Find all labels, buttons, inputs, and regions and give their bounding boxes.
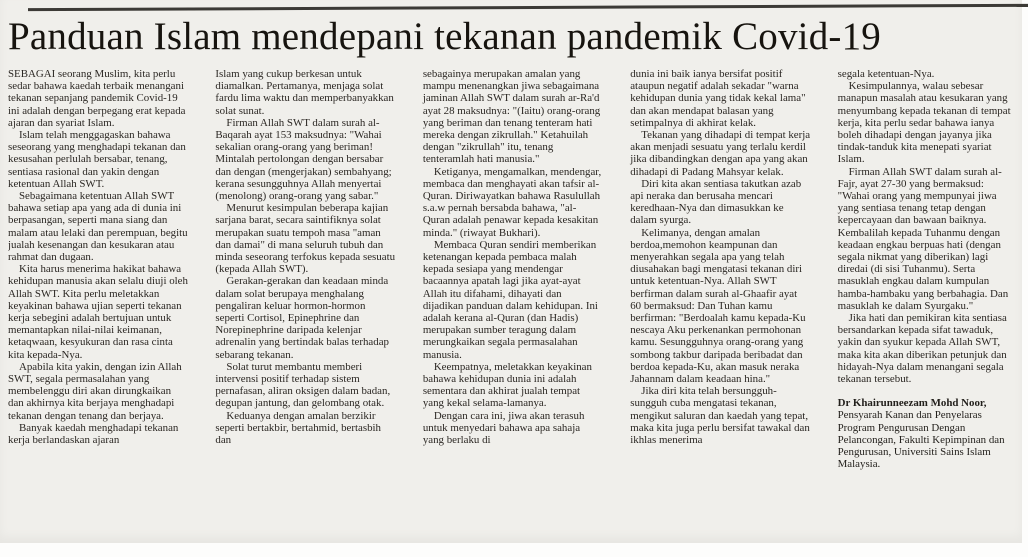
article-paragraph: Firman Allah SWT dalam surah al-Baqarah ayat 153 maksudnya: "Wahai sekalian orang-orang yang beriman! Mintalah pertolongan dengan bersabar dan dengan (mengerjakan) sembahyang; kerana sesungguhnya Allah menyertai (menolong) orang-orang yang sabar." [215, 116, 392, 203]
article-paragraph: Ketiganya, mengamalkan, mendengar, membaca dan menghayati akan tafsir al-Quran. Diriwayatkan bahawa Rasulullah s.a.w pernah bersabda bahawa, "al-Quran adalah penawar kepada kesakitan minda." (riwayat Bukhari). [422, 165, 602, 239]
article-paragraph: Kesimpulannya, walau sebesar manapun masalah atau kesukaran yang menyumbang kepada tekanan di tempat kerja, kita perlu sedar bahawa ianya boleh dihadapi dengan jayanya jika tindak-tanduk kita menepati syariat Islam. [837, 80, 1011, 166]
article-paragraph: SEBAGAI seorang Muslim, kita perlu sedar bahawa kaedah terbaik menangani tekanan sepanjang pandemik Covid-19 ini adalah dengan berpegang erat kepada ajaran dan syariat Islam. [8, 68, 186, 129]
article-paragraph: Jika hati dan pemikiran kita sentiasa bersandarkan kepada sifat tawaduk, yakin dan syukur kepada Allah SWT, maka kita akan diberikan petunjuk dan hidayah-Nya dalam menangani segala tekanan tersebut. [837, 312, 1007, 386]
article-paragraph: Islam yang cukup berkesan untuk diamalkan. Pertamanya, menjaga solat fardu lima waktu dan memperbanyakkan solat sunat. [215, 68, 394, 117]
article-paragraph: Membaca Quran sendiri memberikan ketenangan kepada pembaca malah kepada sesiapa yang mendengar bacaannya apatah lagi jika ayat-ayat Allah itu difahami, dihayati dan dijadikan panduan dalam kehidupan. Ini adalah kerana al-Quran (dan Hadis) merupakan sumber teragung dalam merungkaikan segala permasalahan manusia. [422, 238, 598, 361]
article-paragraph: sebagainya merupakan amalan yang mampu menenangkan jiwa sebagaimana jaminan Allah SWT dalam surah ar-Ra'd ayat 28 maksudnya: "(Iaitu) orang-orang yang beriman dan tenang tenteram hati mereka dengan zikrullah." Ketahuilah dengan "zikrullah" itu, tenang tenteramlah hati manusia." [422, 68, 601, 166]
byline-author: Dr Khairunneezam Mohd Noor, [837, 397, 987, 410]
headline: Panduan Islam mendepani tekanan pandemik Covid-19 [8, 15, 881, 58]
article-paragraph: Apabila kita yakin, dengan izin Allah SWT, segala permasalahan yang membelenggu diri akan dirungkaikan dan akhirnya kita berjaya menghadapi tekanan dengan tenang dan berjaya. [8, 360, 182, 422]
article-paragraph: segala ketentuan-Nya. [837, 68, 935, 80]
article-paragraph: Firman Allah SWT dalam surah al-Fajr, ayat 27-30 yang bermaksud: "Wahai orang yang mempunyai jiwa yang sentiasa tenang tetap dengan kepercayaan dan bawaan baiknya. Kembalilah kepada Tuhanmu dengan keadaan engkau berpuas hati (dengan segala nikmat yang diberikan) lagi diredai (di sisi Tuhanmu). Serta masuklah engkau dalam kumpulan hamba-hambaku yang berbahagia. Dan masuklah ke dalam Syurgaku." [837, 165, 1009, 312]
article-column [630, 68, 810, 540]
article-paragraph: Solat turut membantu memberi intervensi positif terhadap sistem pernafasan, aliran oksigen dalam badan, degupan jantung, dan gelombang otak. [215, 360, 391, 410]
article-paragraph: Sebagaimana ketentuan Allah SWT bahawa setiap apa yang ada di dunia ini berpasangan, seperti mana siang dan malam atau lelaki dan perempuan, begitu jualah kesenangan dan kesukaran atau rahmat dan dugaan. [8, 190, 188, 264]
byline [838, 397, 1018, 470]
article-paragraph: Kita harus menerima hakikat bahawa kehidupan manusia akan selalu diuji oleh Allah SWT. Kita perlu meletakkan keyakinan bahawa ujian seperti tekanan kerja sebegini adalah bertujuan untuk memantapkan nilai-nilai keimanan, ketaqwaan, kesyukuran dan rasa cinta kita kepada-Nya. [8, 263, 188, 361]
article-paragraph: Menurut kesimpulan beberapa kajian sarjana barat, secara saintifiknya solat merupakan suatu tempoh masa "aman dan damai" di mana seluruh tubuh dan minda seseorang terfokus kepada sesuatu (kepada Allah SWT). [215, 202, 396, 276]
article-column [215, 68, 395, 540]
article-paragraph: Islam telah menggagaskan bahawa seseorang yang menghadapi tekanan dan kesusahan perlulah bersabar, tenang, sentiasa rasional dan yakin dengan ketentuan Allah SWT. [8, 129, 186, 190]
article-column [838, 68, 1018, 540]
article-paragraph: Jika diri kita telah bersungguh-sungguh cuba mengatasi tekanan, mengikut saluran dan kaedah yang tepat, maka kita juga perlu bersifat tawakal dan ikhlas menerima [630, 385, 810, 447]
article-paragraph: Dengan cara ini, jiwa akan terasuh untuk menyedari bahawa apa sahaja yang berlaku di [422, 409, 585, 447]
article-paragraph: Banyak kaedah menghadapi tekanan kerja berlandaskan ajaran [8, 421, 179, 447]
article-paragraph: Diri kita akan sentiasa takutkan azab api neraka dan berusaha mencari keredhaan-Nya dan dimasukkan ke dalam syurga. [630, 177, 802, 227]
article-column [8, 68, 188, 540]
article-columns [8, 68, 1018, 540]
article-paragraph: Tekanan yang dihadapi di tempat kerja akan menjadi sesuatu yang terlalu kerdil jika dibandingkan dengan apa yang akan dihadapi di Padang Mahsyar kelak. [630, 129, 811, 178]
article-paragraph: Keduanya dengan amalan berzikir seperti bertakbir, bertahmid, bertasbih dan [215, 409, 381, 447]
article-paragraph: Gerakan-gerakan dan keadaan minda dalam solat berupaya menghalang pengaliran keluar hormon-hormon seperti Cortisol, Epinephrine dan Norepinephrine daripada kelenjar adrenalin yang bertindak balas terhadap sebarang tekanan. [215, 275, 389, 361]
article-paragraph: Kelimanya, dengan amalan berdoa,memohon keampunan dan menyerahkan segala apa yang telah diusahakan bagi mengatasi tekanan diri untuk ketentuan-Nya. Allah SWT berfirman dalam surah al-Ghaafir ayat 60 bermaksud: Dan Tuhan kamu berfirman: "Berdoalah kamu kepada-Ku nescaya Aku perkenankan permohonan kamu. Sesungguhnya orang-orang yang sombong takbur daripada beribadat dan berdoa kepada-Ku, akan masuk neraka Jahannam dalam keadaan hina." [630, 226, 806, 386]
article-paragraph: dunia ini baik ianya bersifat positif ataupun negatif adalah sekadar "warna kehidupan dunia yang tidak kekal lama" dan akan mendapat balasan yang setimpalnya di akhirat kelak. [630, 68, 806, 129]
article-column [423, 68, 603, 540]
top-rule [28, 4, 1028, 11]
article-paragraph: Keempatnya, meletakkan keyakinan bahawa kehidupan dunia ini adalah sementara dan akhirat jualah tempat yang kekal selama-lamanya. [422, 360, 592, 410]
byline-affiliation: Pensyarah Kanan dan Penyelaras Program Pengurusan Dengan Pelancongan, Fakulti Kepimpinan dan Pengurusan, Universiti Sains Islam Malaysia. [837, 409, 1005, 471]
